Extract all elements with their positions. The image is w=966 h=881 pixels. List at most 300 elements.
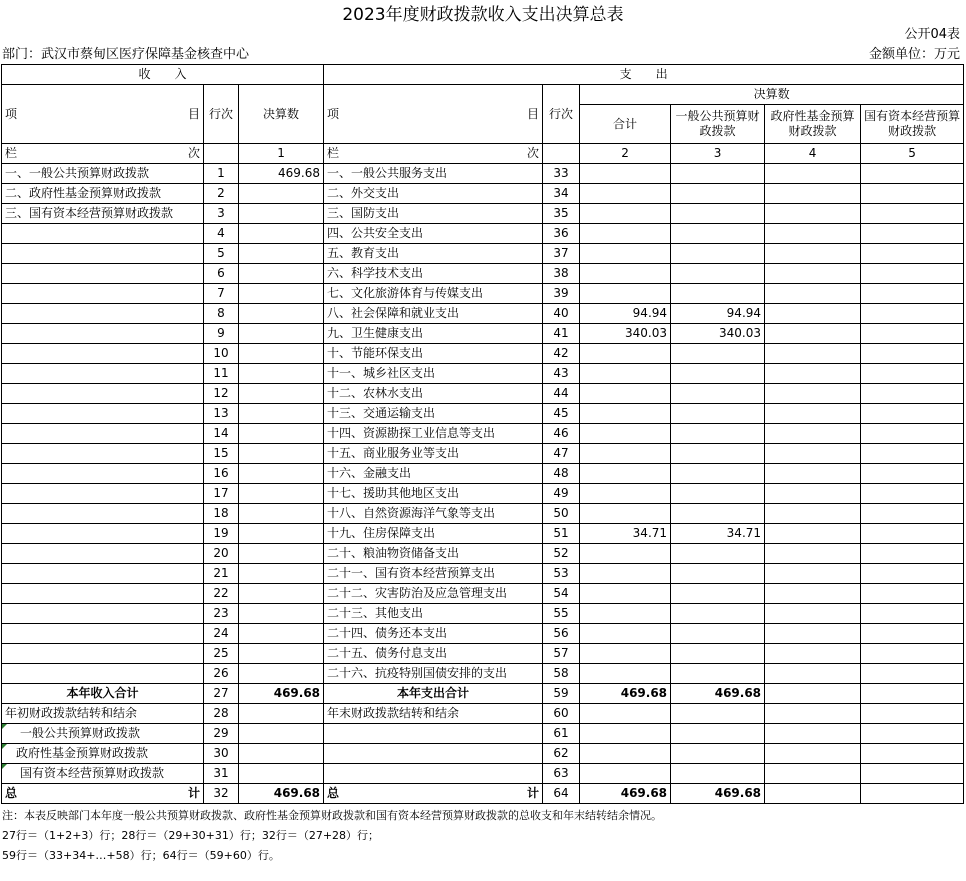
income-line-no: 24 <box>204 624 239 644</box>
expense-soe <box>861 324 964 344</box>
carry-row <box>2 744 964 764</box>
expense-item <box>324 764 543 784</box>
income-amount <box>239 224 324 244</box>
expense-soe <box>861 604 964 624</box>
expense-line-no: 47 <box>543 444 580 464</box>
table-row <box>2 244 964 264</box>
expense-gov-fund <box>765 404 861 424</box>
income-line-no: 17 <box>204 484 239 504</box>
expense-general <box>671 664 765 684</box>
year-total-row <box>2 684 964 704</box>
expense-soe <box>861 664 964 684</box>
expense-total <box>580 364 671 384</box>
income-item <box>2 704 204 724</box>
expense-soe <box>861 424 964 444</box>
income-amount <box>239 264 324 284</box>
table-row <box>2 524 964 544</box>
income-line-no: 16 <box>204 464 239 484</box>
expense-soe <box>861 484 964 504</box>
expense-general: 34.71 <box>671 524 765 544</box>
expense-general <box>671 164 765 184</box>
table-row <box>2 184 964 204</box>
expense-soe <box>861 344 964 364</box>
expense-soe <box>861 164 964 184</box>
soe-header: 国有资本经营预算财政拨款 <box>861 105 964 144</box>
income-item-label: 年初财政拨款结转和结余 <box>5 706 138 720</box>
income-amount <box>239 664 324 684</box>
income-amount <box>239 624 324 644</box>
expense-general: 340.03 <box>671 324 765 344</box>
expense-general <box>671 624 765 644</box>
expense-line-no: 37 <box>543 244 580 264</box>
table-row <box>2 604 964 624</box>
income-item <box>2 424 204 444</box>
income-item <box>2 624 204 644</box>
year-expense-total-label: 本年支出合计 <box>324 684 543 704</box>
expense-total <box>580 404 671 424</box>
expense-item: 十九、住房保障支出 <box>324 524 543 544</box>
expense-soe <box>861 704 964 724</box>
expense-gov-fund <box>765 664 861 684</box>
expense-gov-fund <box>765 644 861 664</box>
income-line-no: 8 <box>204 304 239 324</box>
income-amount <box>239 524 324 544</box>
income-amount <box>239 484 324 504</box>
expense-item: 二十、粮油物资储备支出 <box>324 544 543 564</box>
expense-item: 二十六、抗疫特别国债安排的支出 <box>324 664 543 684</box>
income-item <box>2 224 204 244</box>
expense-item: 二十四、债务还本支出 <box>324 624 543 644</box>
report-title: 2023年度财政拨款收入支出决算总表 <box>342 5 624 25</box>
income-line-no: 22 <box>204 584 239 604</box>
expense-general <box>671 404 765 424</box>
footnote-line: 59行＝（33+34+…+58）行；64行＝（59+60）行。 <box>2 849 280 862</box>
expense-gov-fund <box>765 684 861 704</box>
column-index-5: 5 <box>861 144 964 164</box>
table-row <box>2 364 964 384</box>
carry-row <box>2 704 964 724</box>
expense-line-no: 64 <box>543 784 580 804</box>
footnotes <box>2 806 662 866</box>
income-item-label: 政府性基金预算财政拨款 <box>16 746 149 760</box>
expense-item: 十八、自然资源海洋气象等支出 <box>324 504 543 524</box>
income-item-label: 一般公共预算财政拨款 <box>20 726 141 740</box>
expense-item: 八、社会保障和就业支出 <box>324 304 543 324</box>
form-number: 公开04表 <box>904 27 960 42</box>
income-amount: 469.68 <box>239 784 324 804</box>
expense-line-no: 48 <box>543 464 580 484</box>
expense-soe <box>861 204 964 224</box>
income-grand-total-label: 总 计 <box>2 784 204 804</box>
expense-line-no: 35 <box>543 204 580 224</box>
expense-gov-fund <box>765 324 861 344</box>
expense-total: 34.71 <box>580 524 671 544</box>
income-line-no: 4 <box>204 224 239 244</box>
income-line-no: 30 <box>204 744 239 764</box>
column-index-blank <box>204 144 239 164</box>
expense-total <box>580 504 671 524</box>
income-line-no: 14 <box>204 424 239 444</box>
header-row-1 <box>2 65 964 85</box>
table-row <box>2 504 964 524</box>
expense-total <box>580 564 671 584</box>
expense-line-no: 40 <box>543 304 580 324</box>
income-item <box>2 404 204 424</box>
expense-item: 五、教育支出 <box>324 244 543 264</box>
income-item <box>2 604 204 624</box>
expense-general <box>671 204 765 224</box>
table-row <box>2 284 964 304</box>
expense-line-no: 38 <box>543 264 580 284</box>
income-item-label: 国有资本经营预算财政拨款 <box>20 766 165 780</box>
budget-table <box>1 64 964 804</box>
expense-gov-fund <box>765 484 861 504</box>
expense-general <box>671 184 765 204</box>
income-item <box>2 304 204 324</box>
expense-general <box>671 484 765 504</box>
expense-soe <box>861 284 964 304</box>
expense-total <box>580 204 671 224</box>
table-row <box>2 664 964 684</box>
income-amount <box>239 744 324 764</box>
expense-item: 二十五、债务付息支出 <box>324 644 543 664</box>
income-line-no: 19 <box>204 524 239 544</box>
income-item <box>2 664 204 684</box>
table-row <box>2 624 964 644</box>
income-item-header: 项 目 <box>2 85 204 144</box>
table-row <box>2 444 964 464</box>
expense-item <box>324 724 543 744</box>
income-line-no: 13 <box>204 404 239 424</box>
income-amount <box>239 504 324 524</box>
expense-line-no: 54 <box>543 584 580 604</box>
income-item <box>2 484 204 504</box>
expense-total: 469.68 <box>580 684 671 704</box>
income-amount <box>239 644 324 664</box>
expense-line-no-header: 行次 <box>543 85 580 144</box>
income-amount <box>239 184 324 204</box>
income-item <box>2 464 204 484</box>
expense-gov-fund <box>765 184 861 204</box>
expense-gov-fund <box>765 764 861 784</box>
expense-gov-fund <box>765 304 861 324</box>
income-line-no: 3 <box>204 204 239 224</box>
expense-line-no: 57 <box>543 644 580 664</box>
income-item <box>2 504 204 524</box>
income-item <box>2 764 204 784</box>
header-row-2 <box>2 85 964 105</box>
expense-total <box>580 384 671 404</box>
income-line-no: 9 <box>204 324 239 344</box>
expense-item: 二十一、国有资本经营预算支出 <box>324 564 543 584</box>
footnote-line: 注：本表反映部门本年度一般公共预算财政拨款、政府性基金预算财政拨款和国有资本经营预算财政拨款的总收支和年末结转结余情况。 <box>2 809 662 822</box>
income-item <box>2 364 204 384</box>
expense-gov-fund <box>765 244 861 264</box>
expense-soe <box>861 504 964 524</box>
expense-line-no: 60 <box>543 704 580 724</box>
income-item <box>2 584 204 604</box>
expense-general <box>671 444 765 464</box>
income-item <box>2 264 204 284</box>
expense-general <box>671 724 765 744</box>
income-amount <box>239 364 324 384</box>
expense-gov-fund <box>765 164 861 184</box>
expense-general <box>671 464 765 484</box>
expense-gov-fund <box>765 784 861 804</box>
expense-general <box>671 284 765 304</box>
expense-total <box>580 244 671 264</box>
income-item <box>2 284 204 304</box>
expense-total: 94.94 <box>580 304 671 324</box>
income-amount <box>239 724 324 744</box>
expense-soe <box>861 684 964 704</box>
income-line-no: 32 <box>204 784 239 804</box>
income-line-no: 7 <box>204 284 239 304</box>
expense-gov-fund <box>765 704 861 724</box>
income-line-no: 29 <box>204 724 239 744</box>
expense-soe <box>861 744 964 764</box>
expense-total <box>580 484 671 504</box>
expense-item: 年末财政拨款结转和结余 <box>324 704 543 724</box>
expense-total <box>580 724 671 744</box>
column-index-4: 4 <box>765 144 861 164</box>
table-row <box>2 344 964 364</box>
income-line-no: 2 <box>204 184 239 204</box>
cell-marker-icon <box>2 744 7 749</box>
expense-item-header: 项 目 <box>324 85 543 144</box>
expense-general <box>671 424 765 444</box>
income-amount: 469.68 <box>239 684 324 704</box>
income-budget-header: 决算数 <box>239 85 324 144</box>
income-amount <box>239 424 324 444</box>
income-line-no: 6 <box>204 264 239 284</box>
expense-gov-fund <box>765 564 861 584</box>
expense-line-no: 49 <box>543 484 580 504</box>
income-amount <box>239 464 324 484</box>
table-row <box>2 324 964 344</box>
year-income-total-label: 本年收入合计 <box>2 684 204 704</box>
income-amount <box>239 244 324 264</box>
income-amount: 469.68 <box>239 164 324 184</box>
expense-general <box>671 764 765 784</box>
expense-gov-fund <box>765 604 861 624</box>
expense-total <box>580 344 671 364</box>
income-item <box>2 384 204 404</box>
expense-item: 六、科学技术支出 <box>324 264 543 284</box>
income-line-no: 10 <box>204 344 239 364</box>
expense-line-no: 36 <box>543 224 580 244</box>
expense-total <box>580 664 671 684</box>
income-line-no: 27 <box>204 684 239 704</box>
expense-general <box>671 644 765 664</box>
expense-general <box>671 364 765 384</box>
income-line-no: 28 <box>204 704 239 724</box>
carry-row <box>2 724 964 744</box>
table-row <box>2 404 964 424</box>
expense-gov-fund <box>765 384 861 404</box>
expense-soe <box>861 264 964 284</box>
income-line-no: 31 <box>204 764 239 784</box>
expense-general <box>671 544 765 564</box>
expense-general <box>671 384 765 404</box>
expense-line-no: 63 <box>543 764 580 784</box>
expense-general: 469.68 <box>671 784 765 804</box>
expense-total <box>580 544 671 564</box>
income-line-no: 21 <box>204 564 239 584</box>
cell-marker-icon <box>2 764 7 769</box>
column-index-2: 2 <box>580 144 671 164</box>
expense-gov-fund <box>765 744 861 764</box>
cell-marker-icon <box>2 724 7 729</box>
income-item <box>2 544 204 564</box>
income-amount <box>239 544 324 564</box>
expense-gov-fund <box>765 504 861 524</box>
grand-total-row <box>2 784 964 804</box>
expense-total <box>580 464 671 484</box>
expense-item: 三、国防支出 <box>324 204 543 224</box>
income-amount <box>239 584 324 604</box>
income-item: 二、政府性基金预算财政拨款 <box>2 184 204 204</box>
expense-line-no: 45 <box>543 404 580 424</box>
expense-soe <box>861 564 964 584</box>
expense-general: 469.68 <box>671 684 765 704</box>
expense-soe <box>861 384 964 404</box>
expense-total <box>580 704 671 724</box>
expense-item: 十五、商业服务业等支出 <box>324 444 543 464</box>
expense-line-no: 46 <box>543 424 580 444</box>
general-budget-header: 一般公共预算财政拨款 <box>671 105 765 144</box>
income-item: 三、国有资本经营预算财政拨款 <box>2 204 204 224</box>
income-amount <box>239 324 324 344</box>
expense-soe <box>861 584 964 604</box>
income-item <box>2 524 204 544</box>
expense-item: 七、文化旅游体育与传媒支出 <box>324 284 543 304</box>
expense-gov-fund <box>765 284 861 304</box>
income-amount <box>239 704 324 724</box>
income-item <box>2 444 204 464</box>
expense-general <box>671 264 765 284</box>
income-line-no: 15 <box>204 444 239 464</box>
expense-item: 二十二、灾害防治及应急管理支出 <box>324 584 543 604</box>
income-item <box>2 644 204 664</box>
table-row <box>2 164 964 184</box>
unit-label: 金额单位：万元 <box>868 47 960 62</box>
expense-soe <box>861 404 964 424</box>
footnote-line: 27行＝（1+2+3）行；28行＝（29+30+31）行；32行＝（27+28）行； <box>2 829 380 842</box>
expense-soe <box>861 444 964 464</box>
income-amount <box>239 444 324 464</box>
expense-gov-fund <box>765 364 861 384</box>
expense-line-no: 55 <box>543 604 580 624</box>
expense-general <box>671 244 765 264</box>
expense-line-no: 39 <box>543 284 580 304</box>
expense-total <box>580 284 671 304</box>
expense-line-no: 56 <box>543 624 580 644</box>
expense-gov-fund <box>765 544 861 564</box>
expense-item: 十、节能环保支出 <box>324 344 543 364</box>
expense-total <box>580 744 671 764</box>
expense-gov-fund <box>765 444 861 464</box>
expense-soe <box>861 224 964 244</box>
expense-item: 十七、援助其他地区支出 <box>324 484 543 504</box>
expense-general <box>671 744 765 764</box>
expense-gov-fund <box>765 524 861 544</box>
table-row <box>2 644 964 664</box>
expense-line-no: 51 <box>543 524 580 544</box>
expense-item: 四、公共安全支出 <box>324 224 543 244</box>
column-index-label: 栏 次 <box>2 144 204 164</box>
income-line-no-header: 行次 <box>204 85 239 144</box>
expense-gov-fund <box>765 464 861 484</box>
expense-item: 九、卫生健康支出 <box>324 324 543 344</box>
expense-line-no: 62 <box>543 744 580 764</box>
expense-total <box>580 424 671 444</box>
income-header: 收 入 <box>2 65 324 85</box>
expense-line-no: 41 <box>543 324 580 344</box>
expense-soe <box>861 184 964 204</box>
income-amount <box>239 284 324 304</box>
expense-soe <box>861 304 964 324</box>
expense-item: 十二、农林水支出 <box>324 384 543 404</box>
table-row <box>2 424 964 444</box>
income-amount <box>239 604 324 624</box>
income-line-no: 1 <box>204 164 239 184</box>
income-amount <box>239 384 324 404</box>
expense-total <box>580 264 671 284</box>
expense-line-no: 52 <box>543 544 580 564</box>
income-item <box>2 564 204 584</box>
expense-soe <box>861 784 964 804</box>
column-index-label: 栏 次 <box>324 144 543 164</box>
expense-total <box>580 164 671 184</box>
expense-soe <box>861 524 964 544</box>
expense-item: 十三、交通运输支出 <box>324 404 543 424</box>
expense-line-no: 58 <box>543 664 580 684</box>
income-item <box>2 344 204 364</box>
table-row <box>2 304 964 324</box>
expense-total <box>580 584 671 604</box>
expense-soe <box>861 364 964 384</box>
table-row <box>2 224 964 244</box>
expense-total <box>580 604 671 624</box>
expense-general <box>671 604 765 624</box>
expense-soe <box>861 764 964 784</box>
expense-soe <box>861 624 964 644</box>
expense-general <box>671 704 765 724</box>
column-index-3: 3 <box>671 144 765 164</box>
table-row <box>2 484 964 504</box>
expense-item: 二、外交支出 <box>324 184 543 204</box>
expense-line-no: 33 <box>543 164 580 184</box>
income-amount <box>239 404 324 424</box>
income-line-no: 12 <box>204 384 239 404</box>
table-row <box>2 264 964 284</box>
expense-total: 469.68 <box>580 784 671 804</box>
table-row <box>2 564 964 584</box>
expense-soe <box>861 724 964 744</box>
expense-line-no: 53 <box>543 564 580 584</box>
expense-line-no: 42 <box>543 344 580 364</box>
expense-line-no: 34 <box>543 184 580 204</box>
table-row <box>2 384 964 404</box>
income-amount <box>239 564 324 584</box>
expense-total <box>580 764 671 784</box>
expense-grand-total-label: 总 计 <box>324 784 543 804</box>
expense-gov-fund <box>765 344 861 364</box>
expense-item: 一、一般公共服务支出 <box>324 164 543 184</box>
income-amount <box>239 204 324 224</box>
expense-line-no: 59 <box>543 684 580 704</box>
